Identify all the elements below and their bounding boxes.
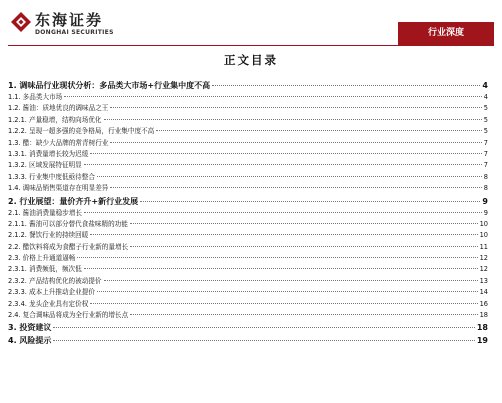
toc-entry[interactable] — [8, 126, 488, 137]
toc-entry-label: 1.2.2. 呈现一超多强的竞争格局，行业集中度不高 — [8, 127, 155, 136]
toc-entry-label: 1.3.1. 消费量增长较为迟缓 — [8, 149, 89, 158]
toc-entry-page: 11 — [479, 242, 488, 251]
toc-leader-dots — [104, 280, 478, 281]
toc-entry-page: 14 — [479, 288, 488, 297]
toc-entry[interactable] — [8, 115, 488, 126]
toc-entry[interactable] — [8, 287, 488, 298]
toc-entry[interactable] — [8, 183, 488, 194]
toc-entry[interactable] — [8, 92, 488, 103]
toc-entry-label: 2.3.3. 成本上升推动企业提价 — [8, 288, 95, 297]
toc-entry-page: 8 — [483, 172, 488, 181]
toc-entry-page: 19 — [476, 336, 488, 346]
toc-leader-dots — [156, 130, 482, 131]
toc-entry[interactable] — [8, 321, 488, 334]
toc-leader-dots — [212, 85, 480, 86]
toc-leader-dots — [53, 327, 474, 328]
toc-entry[interactable] — [8, 276, 488, 287]
toc-entry-page: 13 — [479, 276, 488, 285]
toc-entry[interactable] — [8, 79, 488, 92]
table-of-contents — [8, 79, 488, 347]
toc-leader-dots — [140, 201, 480, 202]
toc-entry-page: 5 — [483, 115, 488, 124]
toc-entry-label: 1.1. 多品类大市场 — [8, 93, 63, 101]
toc-leader-dots — [84, 268, 478, 269]
toc-entry[interactable] — [8, 208, 488, 219]
toc-entry-page: 7 — [483, 161, 488, 170]
toc-entry-page: 18 — [476, 323, 488, 333]
toc-entry-page: 10 — [479, 231, 488, 240]
toc-entry-label: 2.1.1. 酱油可以部分替代食盐味精的功能 — [8, 219, 128, 228]
toc-entry-page: 9 — [483, 208, 488, 217]
toc-entry-page: 12 — [479, 254, 488, 263]
toc-entry[interactable] — [8, 195, 488, 208]
toc-entry-label: 2.3. 价格上升通道逼畅 — [8, 254, 76, 263]
toc-leader-dots — [97, 291, 478, 292]
logo-mark-icon — [10, 11, 32, 33]
toc-entry-label: 4. 风险提示 — [8, 336, 52, 346]
toc-entry-label: 2.1. 酱油消费量稳步增长 — [8, 208, 83, 217]
toc-entry-page: 9 — [482, 196, 488, 206]
toc-entry[interactable] — [8, 219, 488, 230]
toc-entry-label: 1.2. 酱油：质地优良的调味品之王 — [8, 104, 109, 113]
toc-entry-page: 5 — [483, 104, 488, 113]
toc-entry[interactable] — [8, 230, 488, 241]
toc-entry-page: 4 — [482, 81, 488, 90]
company-logo — [10, 9, 114, 43]
toc-leader-dots — [90, 153, 481, 154]
logo-english-name: DONGHAI SECURITIES — [35, 29, 114, 36]
toc-leader-dots — [90, 234, 477, 235]
toc-entry-label: 2.2. 醋饮料将成为食醋子行业新的量增长 — [8, 242, 129, 251]
toc-entry-label: 3. 投资建议 — [8, 323, 52, 333]
header-divider — [8, 45, 494, 46]
toc-entry-page: 8 — [483, 184, 488, 193]
toc-entry[interactable] — [8, 103, 488, 114]
toc-leader-dots — [90, 303, 477, 304]
toc-entry-label: 2. 行业展望：量价齐升+新行业发展 — [8, 196, 139, 206]
toc-entry[interactable] — [8, 253, 488, 264]
report-type-tag: 行业深度 — [398, 22, 494, 45]
toc-entry-page: 12 — [479, 265, 488, 274]
toc-entry-label: 2.3.2. 产品结构优化的被动提价 — [8, 276, 102, 285]
toc-entry-page: 4 — [483, 93, 488, 101]
toc-leader-dots — [130, 223, 478, 224]
toc-leader-dots — [130, 314, 477, 315]
toc-leader-dots — [64, 96, 482, 97]
toc-entry[interactable] — [8, 310, 488, 321]
toc-leader-dots — [110, 142, 481, 143]
toc-entry-page: 5 — [483, 127, 488, 136]
toc-entry-label: 1.2.1. 产量稳增，结构向场优化 — [8, 115, 102, 124]
toc-leader-dots — [77, 257, 477, 258]
toc-leader-dots — [130, 246, 477, 247]
toc-entry-label: 1.3. 醋：缺少大品牌的常青树行业 — [8, 138, 109, 147]
toc-leader-dots — [97, 176, 482, 177]
toc-entry-page: 7 — [483, 138, 488, 147]
toc-entry-label: 2.1.2. 餐饮行业的持续回暖 — [8, 231, 89, 240]
toc-entry-label: 2.3.4. 龙头企业具有定价权 — [8, 299, 89, 308]
toc-entry[interactable] — [8, 299, 488, 310]
toc-entry-page: 10 — [479, 219, 488, 228]
toc-entry-label: 2.4. 复合调味品将成为全行业新的增长点 — [8, 311, 129, 320]
toc-entry[interactable] — [8, 149, 488, 160]
toc-leader-dots — [104, 119, 482, 120]
page-header — [0, 0, 502, 48]
logo-chinese-name: 东海证券 — [35, 11, 104, 29]
toc-entry-label: 1. 调味品行业现状分析：多品类大市场+行业集中度不高 — [8, 81, 211, 90]
toc-entry-label: 1.4. 调味品销售渠道存在明显差异 — [8, 184, 109, 193]
toc-leader-dots — [84, 164, 482, 165]
toc-entry-label: 1.3.2. 区域发展特征明显 — [8, 161, 82, 170]
toc-leader-dots — [53, 340, 474, 341]
toc-entry[interactable] — [8, 160, 488, 171]
toc-entry-page: 7 — [483, 149, 488, 158]
toc-entry[interactable] — [8, 242, 488, 253]
toc-leader-dots — [110, 107, 481, 108]
toc-leader-dots — [84, 212, 482, 213]
toc-leader-dots — [110, 187, 481, 188]
toc-entry-label: 1.3.3. 行业集中度低亟待整合 — [8, 172, 95, 181]
toc-entry-page: 16 — [479, 299, 488, 308]
toc-entry[interactable] — [8, 334, 488, 347]
toc-entry-label: 2.3.1. 消费频低，频次低 — [8, 265, 82, 274]
toc-entry-page: 18 — [479, 311, 488, 320]
toc-entry[interactable] — [8, 264, 488, 275]
toc-title: 正文目录 — [224, 53, 278, 67]
toc-entry[interactable] — [8, 138, 488, 149]
toc-entry[interactable] — [8, 172, 488, 183]
